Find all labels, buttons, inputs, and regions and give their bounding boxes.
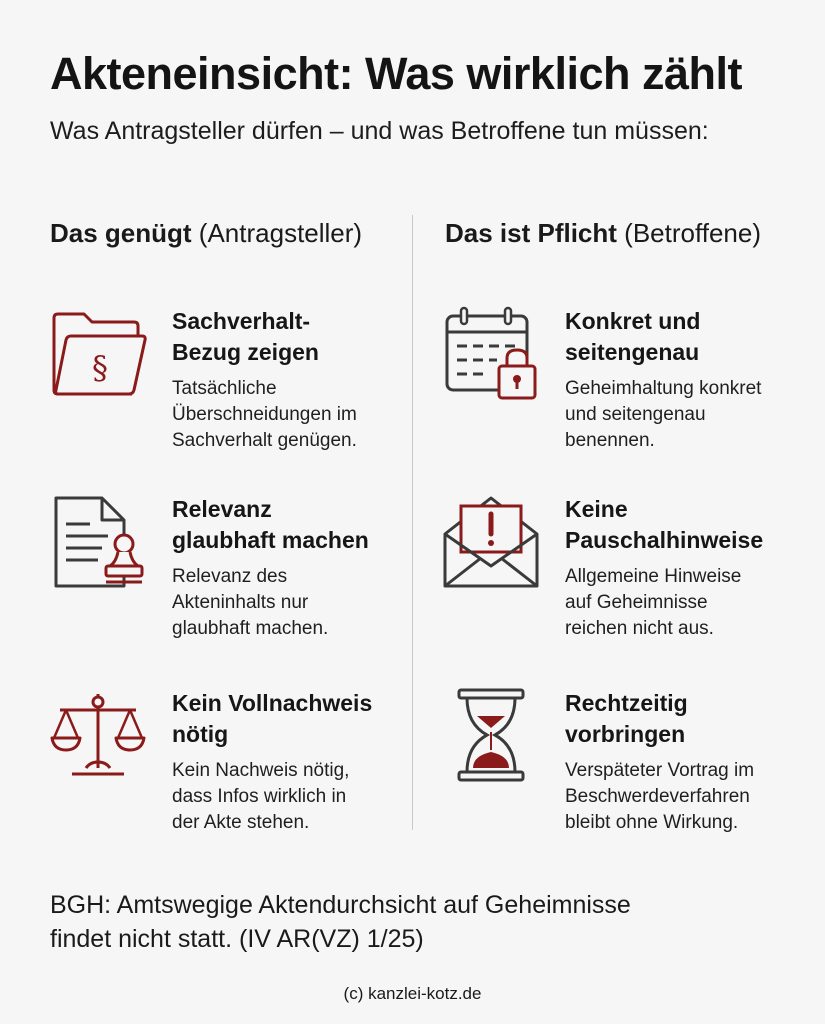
item-text	[172, 494, 422, 642]
right-column-heading	[445, 218, 761, 249]
item-text	[565, 494, 815, 642]
left-heading-rest: (Antragsteller)	[191, 218, 363, 248]
item-heading: Keine Pauschalhinweise	[565, 496, 764, 553]
item-heading: Kein Vollnachweis nötig	[172, 690, 373, 747]
document-stamp-icon	[50, 494, 150, 594]
left-column-heading	[50, 218, 362, 249]
item-text	[565, 688, 815, 836]
court-ruling-note: BGH: Amtswegige Aktendurchsicht auf Geheimnisse findet nicht statt. (IV AR(VZ) 1/25)	[50, 891, 631, 953]
hourglass-icon	[443, 688, 543, 788]
right-heading-rest: (Betroffene)	[616, 218, 761, 248]
item-heading: Konkret und seitengenau	[565, 308, 701, 365]
item-text	[565, 306, 815, 454]
page-subtitle: Was Antragsteller dürfen – und was Betroffene tun müssen:	[50, 117, 709, 145]
calendar-lock-icon	[443, 306, 543, 406]
item-text	[172, 688, 422, 836]
item-body: Tatsächliche Überschneidungen im Sachverhalt genügen.	[172, 378, 357, 451]
folder-paragraph-icon	[50, 306, 150, 406]
item-text	[172, 306, 422, 454]
item-heading: Sachverhalt- Bezug zeigen	[172, 308, 319, 365]
scales-icon	[50, 688, 150, 788]
item-body: Allgemeine Hinweise auf Geheimnisse reichen nicht aus.	[565, 566, 742, 639]
page-title: Akteneinsicht: Was wirklich zählt	[50, 48, 742, 99]
envelope-alert-icon	[443, 494, 543, 594]
left-heading-bold: Das genügt	[50, 218, 192, 248]
item-heading: Relevanz glaubhaft machen	[172, 496, 369, 553]
right-heading-bold: Das ist Pflicht	[445, 218, 617, 248]
item-heading: Rechtzeitig vorbringen	[565, 690, 688, 747]
item-body: Verspäteter Vortrag im Beschwerdeverfahren bleibt ohne Wirkung.	[565, 760, 755, 833]
copyright: (c) kanzlei-kotz.de	[343, 984, 482, 1003]
svg-text:§: §	[92, 349, 108, 387]
item-body: Geheimhaltung konkret und seitengenau benennen.	[565, 378, 762, 451]
item-body: Kein Nachweis nötig, dass Infos wirklich in der Akte stehen.	[172, 760, 350, 833]
item-body: Relevanz des Akteninhalts nur glaubhaft machen.	[172, 566, 329, 639]
